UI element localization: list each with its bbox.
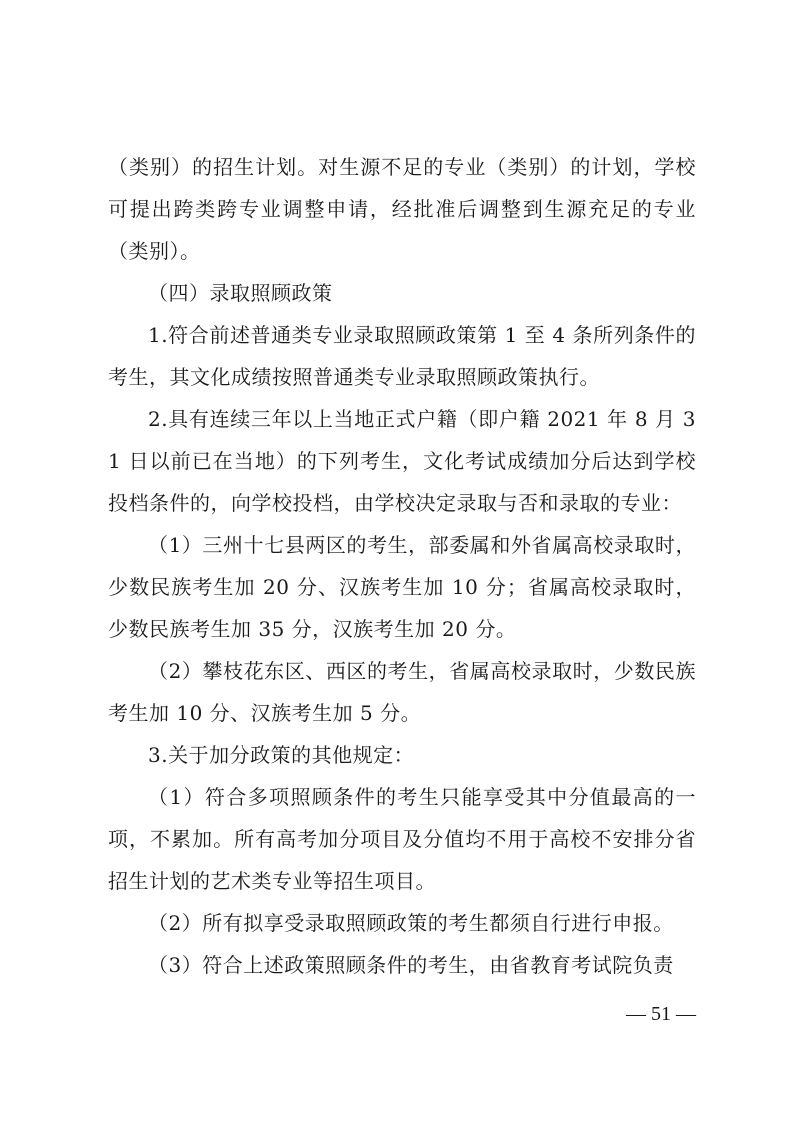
paragraph-item-3-sub-3: （3）符合上述政策照顾条件的考生，由省教育考试院负责 [148,953,674,977]
paragraph-item-3: 3.关于加分政策的其他规定： [148,743,415,767]
page-number: — 51 — [626,1003,696,1025]
document-body [108,146,696,986]
paragraph-continuation: （类别）的招生计划。对生源不足的专业（类别）的计划，学校可提出跨类跨专业调整申请，经批准后调整到生源充足的专业（类别）。 [108,155,696,263]
paragraph-item-1: 1.符合前述普通类专业录取照顾政策第 1 至 4 条所列条件的考生，其文化成绩按照普通类专业录取照顾政策执行。 [108,323,696,389]
paragraph-item-2-sub-2: （2）攀枝花东区、西区的考生，省属高校录取时，少数民族考生加 10 分、汉族考生加 5 分。 [108,659,696,725]
paragraph-item-3-sub-1: （1）符合多项照顾条件的考生只能享受其中分值最高的一项，不累加。所有高考加分项目及分值均不用于高校不安排分省招生计划的艺术类专业等招生项目。 [108,785,696,893]
paragraph-item-2: 2.具有连续三年以上当地正式户籍（即户籍 2021 年 8 月 31 日以前已在当地）的下列考生，文化考试成绩加分后达到学校投档条件的，向学校投档，由学校决定录取与否和录取的专业： [108,407,696,515]
paragraph-item-3-sub-2: （2）所有拟享受录取照顾政策的考生都须自行进行申报。 [148,911,674,935]
paragraph-item-2-sub-1: （1）三州十七县两区的考生，部委属和外省属高校录取时，少数民族考生加 20 分、汉族考生加 10 分；省属高校录取时，少数民族考生加 35 分，汉族考生加 20 分。 [108,533,696,641]
section-heading-admission-policy: （四）录取照顾政策 [148,281,333,305]
